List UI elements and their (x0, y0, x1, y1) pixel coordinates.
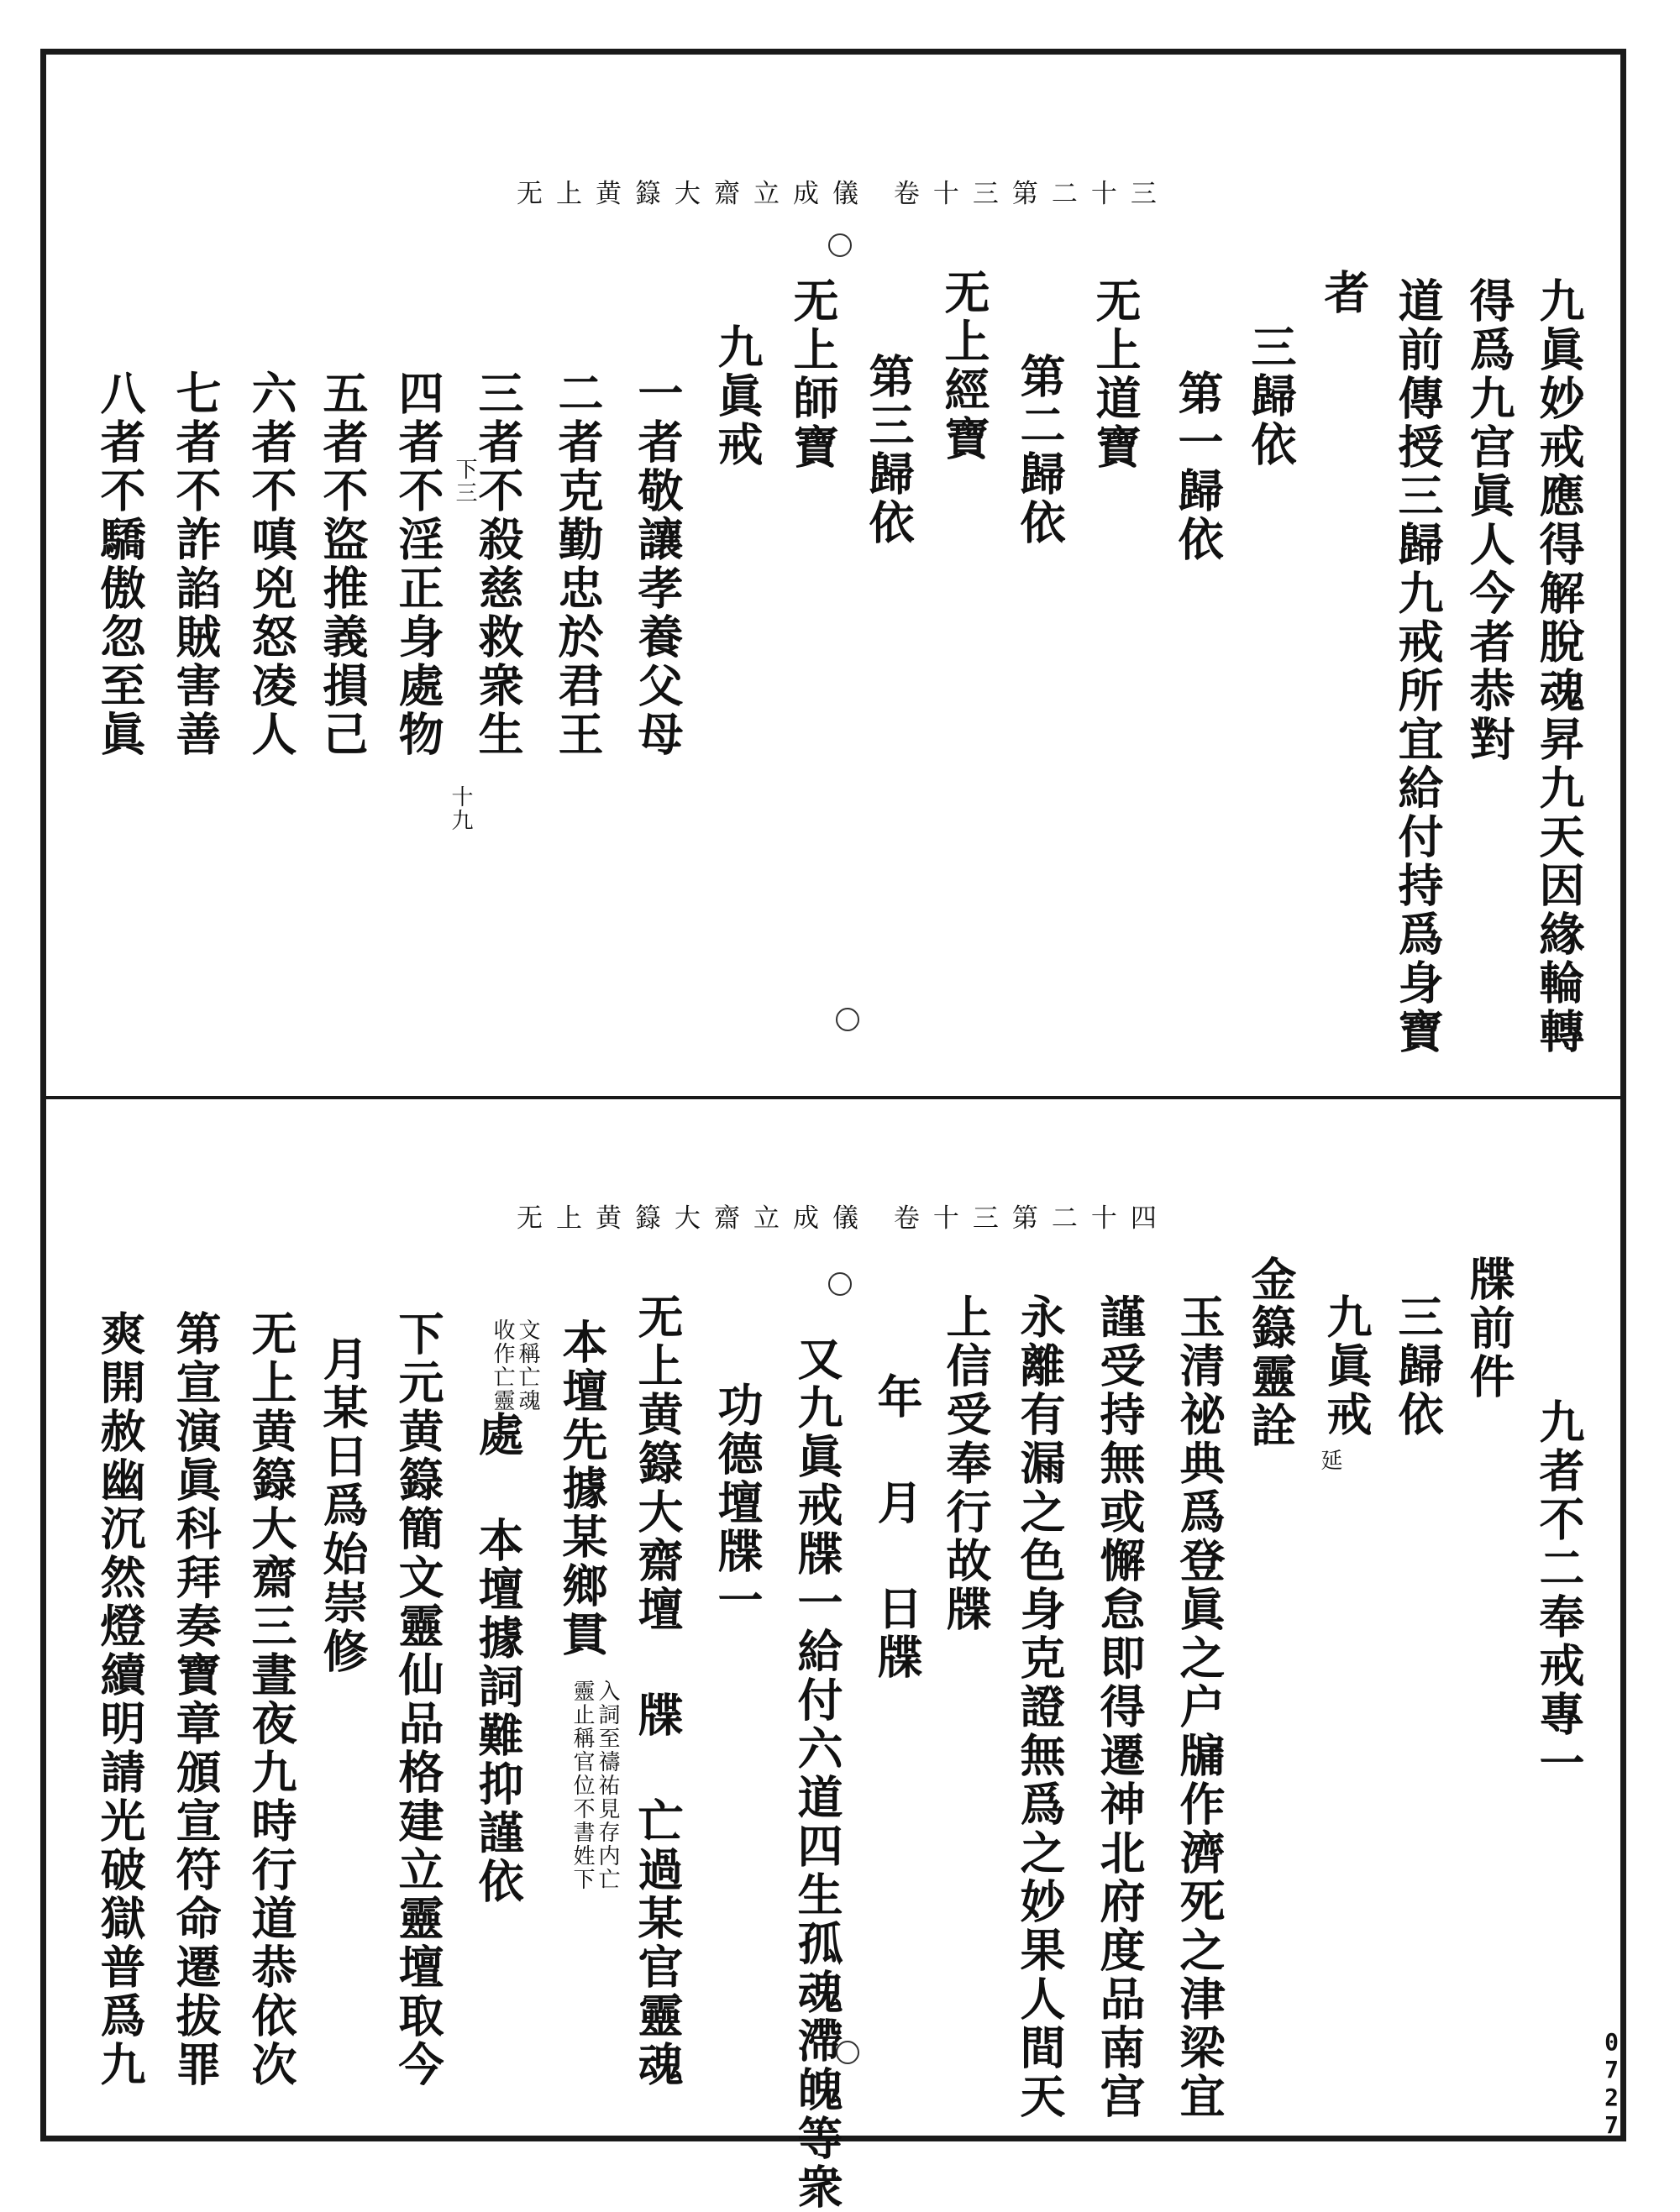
top-line-5: 三歸依 (1244, 323, 1298, 469)
top-line-18: 六者不嗔兇怒凌人 (244, 370, 298, 759)
bottom-line-9: 上信受奉行故牒 (939, 1293, 993, 1634)
bottom-line-16: 下元黄籙簡文靈仙品格建立靈壇取今 (391, 1310, 445, 2089)
bottom-line-14-note-b: 靈止稱官位不書姓下 (570, 1680, 595, 1891)
top-line-6: 第一歸依 (1171, 370, 1225, 564)
bottom-line-1: 九者不二奉戒專一 (1532, 1398, 1586, 1788)
top-line-15: 三者不殺慈救衆生 (471, 370, 525, 759)
top-line-14: 二者克勤忠於君王 (551, 370, 605, 759)
top-line-16: 四者不淫正身處物 (391, 370, 445, 759)
page-divider (46, 1096, 1620, 1099)
bottom-line-19: 第宣演眞科拜奏寶章頒宣符命遷拔罪 (169, 1310, 223, 2089)
bottom-line-15: 處 本壇據詞難抑謹依 (471, 1411, 525, 1906)
top-line-7: 无上道寶 (1089, 277, 1142, 472)
bottom-line-6: 玉清祕典爲登眞之户牖作濟死之津梁宜 (1173, 1293, 1226, 2121)
top-line-2: 得爲九宫眞人今者恭對 (1462, 277, 1516, 764)
bottom-line-20: 爽開赦幽沉然燈續明請光破獄普爲九 (93, 1310, 147, 2089)
top-line-11: 无上師寶 (786, 277, 840, 472)
top-line-8: 第二歸依 (1013, 353, 1067, 548)
top-leaf-number: 十九 (448, 785, 473, 832)
top-line-13: 一者敬讓孝養父母 (631, 370, 685, 759)
page-number: 0727 (1598, 2028, 1625, 2139)
top-line-20: 八者不驕傲忽至眞 (93, 370, 147, 759)
bottom-line-13: 无上黄籙大齋壇 牒 亡過某官靈魂 (631, 1293, 685, 2089)
bottom-line-4-note: 延 (1317, 1449, 1342, 1472)
bottom-line-8: 永離有漏之色身克證無爲之妙果人間天 (1013, 1293, 1067, 2121)
bottom-running-header: 无上黄籙大齋立成儀 卷十三第二十四 (517, 1203, 1170, 1234)
top-line-10: 第三歸依 (862, 353, 916, 548)
bottom-line-15-note-a: 文稱亡魂 (515, 1318, 540, 1413)
bottom-line-3: 三歸依 (1391, 1293, 1445, 1439)
top-punch-hole-2 (836, 1008, 859, 1031)
top-line-9: 无上經寶 (937, 269, 991, 464)
top-line-19: 七者不詐諂賊害善 (169, 370, 223, 759)
bottom-line-7: 謹受持無或懈怠即得遷神北府度品南宫 (1093, 1293, 1147, 2121)
top-line-16-note: 下三 (452, 458, 477, 505)
top-line-12: 九眞戒 (711, 323, 764, 469)
bottom-line-12: 功德壇牒一 (711, 1381, 764, 1625)
bottom-line-11: 又九眞戒牒一給付六道四生孤魂滯魄等衆 (790, 1335, 844, 2212)
bottom-punch-hole-1 (828, 1272, 852, 1296)
bottom-line-14: 本壇先據某鄉貫 (555, 1318, 609, 1659)
bottom-line-10: 年 月 日牒 (870, 1373, 924, 1682)
top-line-17: 五者不盜推義損己 (316, 370, 370, 759)
top-line-4: 者 (1317, 269, 1371, 317)
bottom-line-4: 九眞戒 (1320, 1293, 1373, 1439)
top-line-1: 九眞妙戒應得解脫魂昇九天因緣輪轉 (1532, 277, 1586, 1056)
bottom-line-2: 牒前件 (1462, 1255, 1516, 1402)
top-running-header: 无上黄籙大齋立成儀 卷十三第二十三 (517, 179, 1170, 209)
top-punch-hole-1 (828, 233, 852, 257)
bottom-line-18: 无上黄籙大齋三晝夜九時行道恭依次 (244, 1310, 298, 2089)
bottom-line-15-note-b: 收作亡靈 (490, 1318, 515, 1413)
bottom-line-14-note-a: 入詞至禱祐見存内亡 (595, 1680, 620, 1891)
top-line-3: 道前傳授三歸九戒所宜給付持爲身寶 (1391, 277, 1445, 1056)
bottom-line-17: 月某日爲始崇修 (316, 1335, 370, 1676)
bottom-line-5: 金籙靈詮 (1244, 1255, 1298, 1450)
